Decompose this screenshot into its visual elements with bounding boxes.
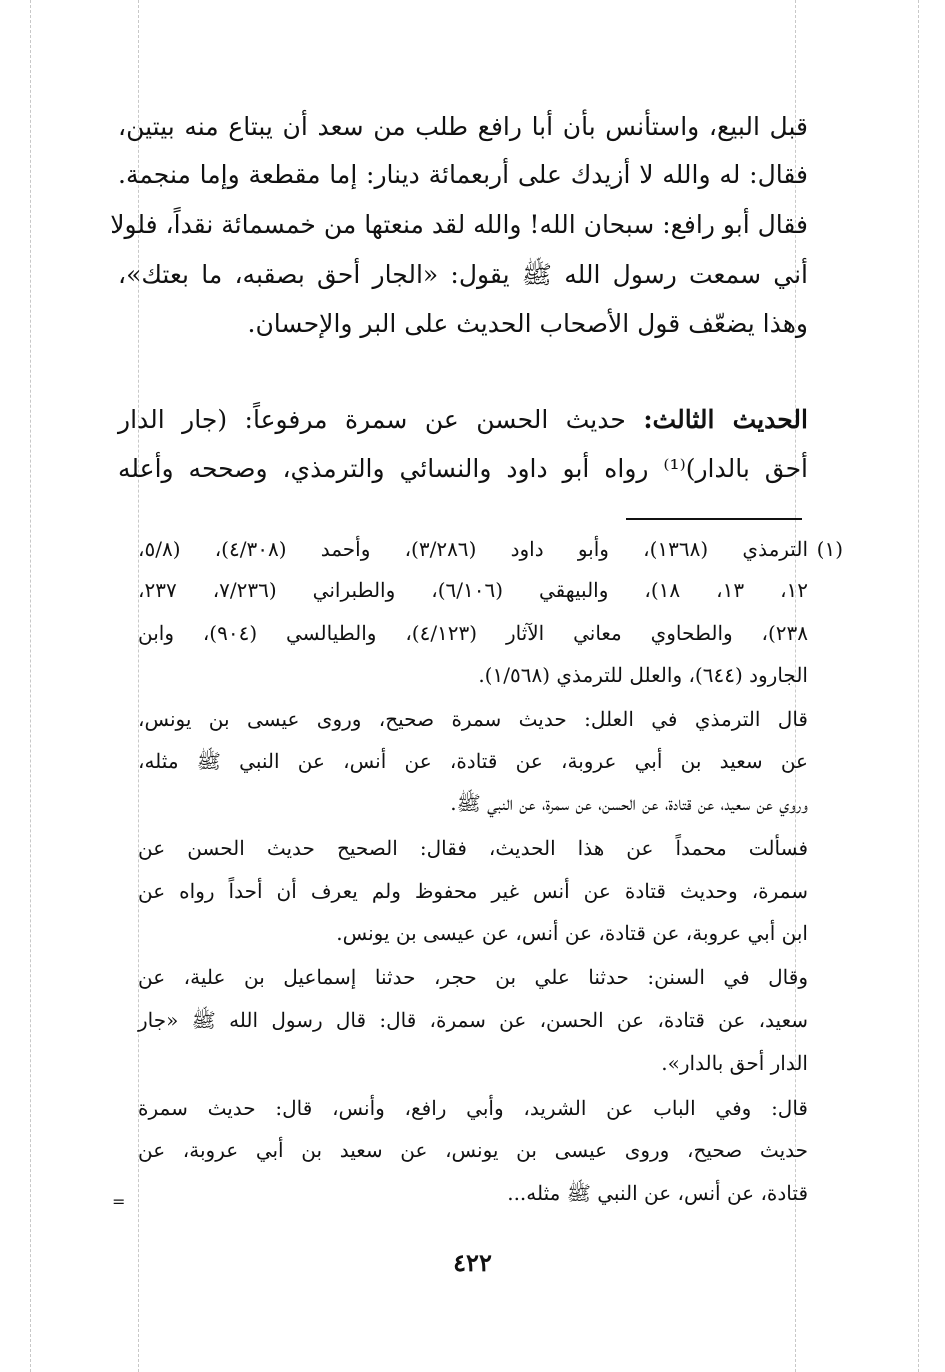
body-line: قبل البيع، واستأنس بأن أبا رافع طلب من سعد أن يبتاع منه بيتين، bbox=[118, 112, 808, 141]
footnote-line: فسألت محمداً عن هذا الحديث، فقال: الصحيح حديث الحسن عن bbox=[138, 836, 808, 860]
footnote-line: سمرة، وحديث قتادة عن أنس غير محفوظ ولم يعرف أن أحداً رواه عن bbox=[138, 879, 808, 903]
footnote-line: حديث صحيح، وروى عيسى بن يونس، عن سعيد بن أبي عروبة، عن bbox=[138, 1138, 808, 1162]
footnote-line: قال: وفي الباب عن الشريد، وأبي رافع، وأنس، قال: حديث سمرة bbox=[138, 1096, 808, 1120]
page-number: ٤٢٢ bbox=[453, 1248, 492, 1277]
body-line: وهذا يضعّف قول الأصحاب الحديث على البر والإحسان. bbox=[247, 309, 808, 338]
footnote-line: قتادة، عن أنس، عن النبي ﷺ مثله... bbox=[507, 1181, 808, 1205]
scan-line-left bbox=[30, 0, 31, 1372]
hadith-heading: الحديث الثالث: bbox=[643, 405, 808, 434]
hadith-heading-line bbox=[118, 403, 808, 437]
body-line: فقال أبو رافع: سبحان الله! والله لقد منعتها من خمسمائة نقداً، فلولا bbox=[110, 210, 808, 239]
footnote-line: وروي عن سعيد، عن قتادة، عن الحسن، عن سمرة، عن النبي ﷺ. bbox=[450, 791, 808, 815]
footnote-line: قال الترمذي في العلل: حديث سمرة صحيح، وروى عيسى بن يونس، bbox=[138, 707, 808, 731]
footnote-line: ابن أبي عروبة، عن قتادة، عن أنس، عن عيسى بن يونس. bbox=[336, 921, 808, 945]
footnote-line: ١٢، ١٣، ١٨)، والبيهقي (٦/١٠٦)، والطبراني (٧/٢٣٦، ٢٣٧، bbox=[138, 578, 809, 602]
footnote-line: الدار أحق بالدار». bbox=[661, 1051, 808, 1075]
footnote-separator bbox=[626, 518, 802, 520]
footnote-line: الجارود (٦٤٤)، والعلل للترمذي (١/٥٦٨). bbox=[478, 663, 808, 687]
footnote-line: عن سعيد بن أبي عروبة، عن قتادة، عن أنس، عن النبي ﷺ مثله، bbox=[138, 749, 808, 773]
body-line: أني سمعت رسول الله ﷺ يقول: «الجار أحق بصقبه، ما بعتك»، bbox=[118, 260, 808, 289]
footnote-number: (١) bbox=[816, 537, 843, 561]
footnote-line: سعيد، عن قتادة، عن الحسن، عن سمرة، قال: قال رسول الله ﷺ «جار bbox=[138, 1008, 808, 1032]
hadith-text: حديث الحسن عن سمرة مرفوعاً: (جار الدار bbox=[118, 405, 644, 434]
hadith-line: أحق بالدار)⁽¹⁾ رواه أبو داود والنسائي والترمذي، وصححه وأعله bbox=[118, 454, 808, 483]
footnote-line: الترمذي (١٣٦٨)، وأبو داود (٣/٢٨٦)، وأحمد (٤/٣٠٨)، (٥/٨، bbox=[138, 537, 808, 561]
continuation-mark: = bbox=[112, 1192, 126, 1211]
scan-line-right bbox=[918, 0, 919, 1372]
body-line: فقال: له والله لا أزيدك على أربعمائة دينار: إما مقطعة وإما منجمة. bbox=[118, 160, 808, 189]
footnote-line: ٢٣٨)، والطحاوي معاني الآثار (٤/١٢٣)، والطيالسي (٩٠٤)، وابن bbox=[138, 621, 808, 645]
footnote-line: وقال في السنن: حدثنا علي بن حجر، حدثنا إسماعيل بن علية، عن bbox=[138, 965, 808, 989]
